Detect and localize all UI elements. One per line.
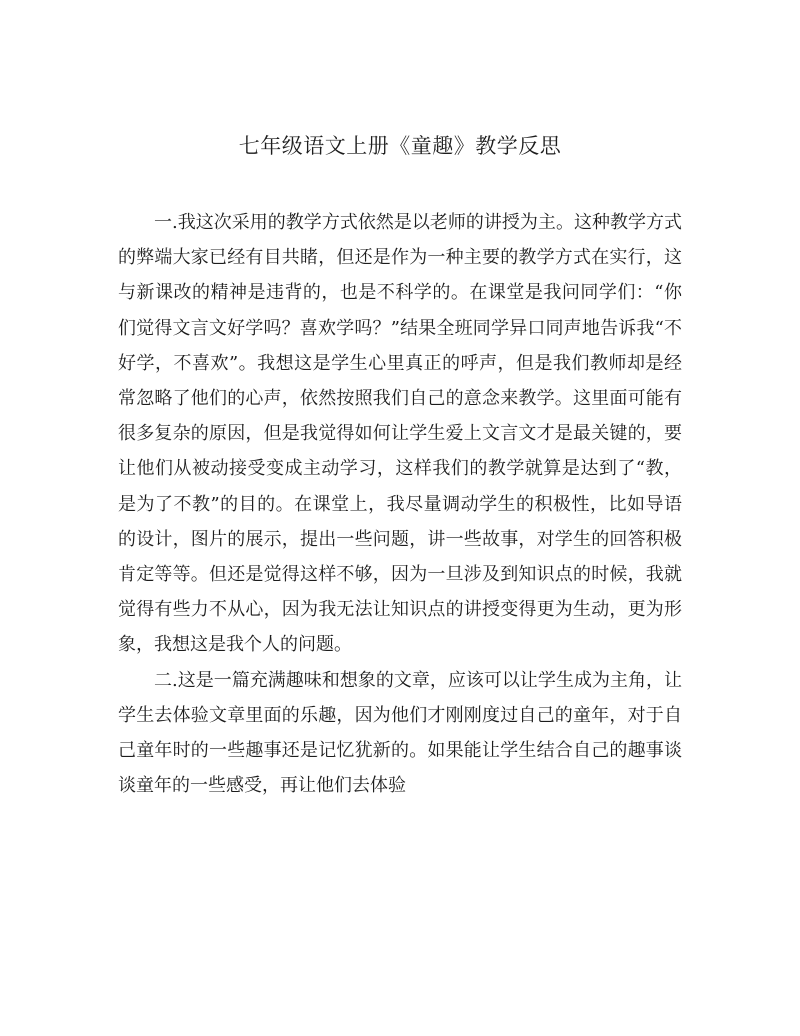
document-title: 七年级语文上册《童趣》教学反思 bbox=[238, 134, 562, 158]
document-body bbox=[118, 205, 682, 803]
paragraph-2: 二.这是一篇充满趣味和想象的文章，应该可以让学生成为主角，让学生去体验文章里面的乐趣，因为他们才刚刚度过自己的童年，对于自己童年时的一些趣事还是记忆犹新的。如果能让学生结合自己的趣事谈谈童年的一些感受，再让他们去体验 bbox=[118, 669, 682, 797]
paragraph-1: 一.我这次采用的教学方式依然是以老师的讲授为主。这种教学方式的弊端大家已经有目共睹，但还是作为一种主要的教学方式在实行，这与新课改的精神是违背的，也是不科学的。在课堂是我问同学们：“你们觉得文言文好学吗？喜欢学吗？”结果全班同学异口同声地告诉我“不好学，不喜欢”。我想这是学生心里真正的呼声，但是我们教师却是经常忽略了他们的心声，依然按照我们自己的意念来教学。这里面可能有很多复杂的原因，但是我觉得如何让学生爱上文言文才是最关键的，要让他们从被动接受变成主动学习，这样我们的教学就算是达到了“教，是为了不教”的目的。在课堂上，我尽量调动学生的积极性，比如导语的设计，图片的展示，提出一些问题，讲一些故事，对学生的回答积极肯定等等。但还是觉得这样不够，因为一旦涉及到知识点的时候，我就觉得有些力不从心，因为我无法让知识点的讲授变得更为生动，更为形象，我想这是我个人的问题。 bbox=[118, 212, 682, 656]
